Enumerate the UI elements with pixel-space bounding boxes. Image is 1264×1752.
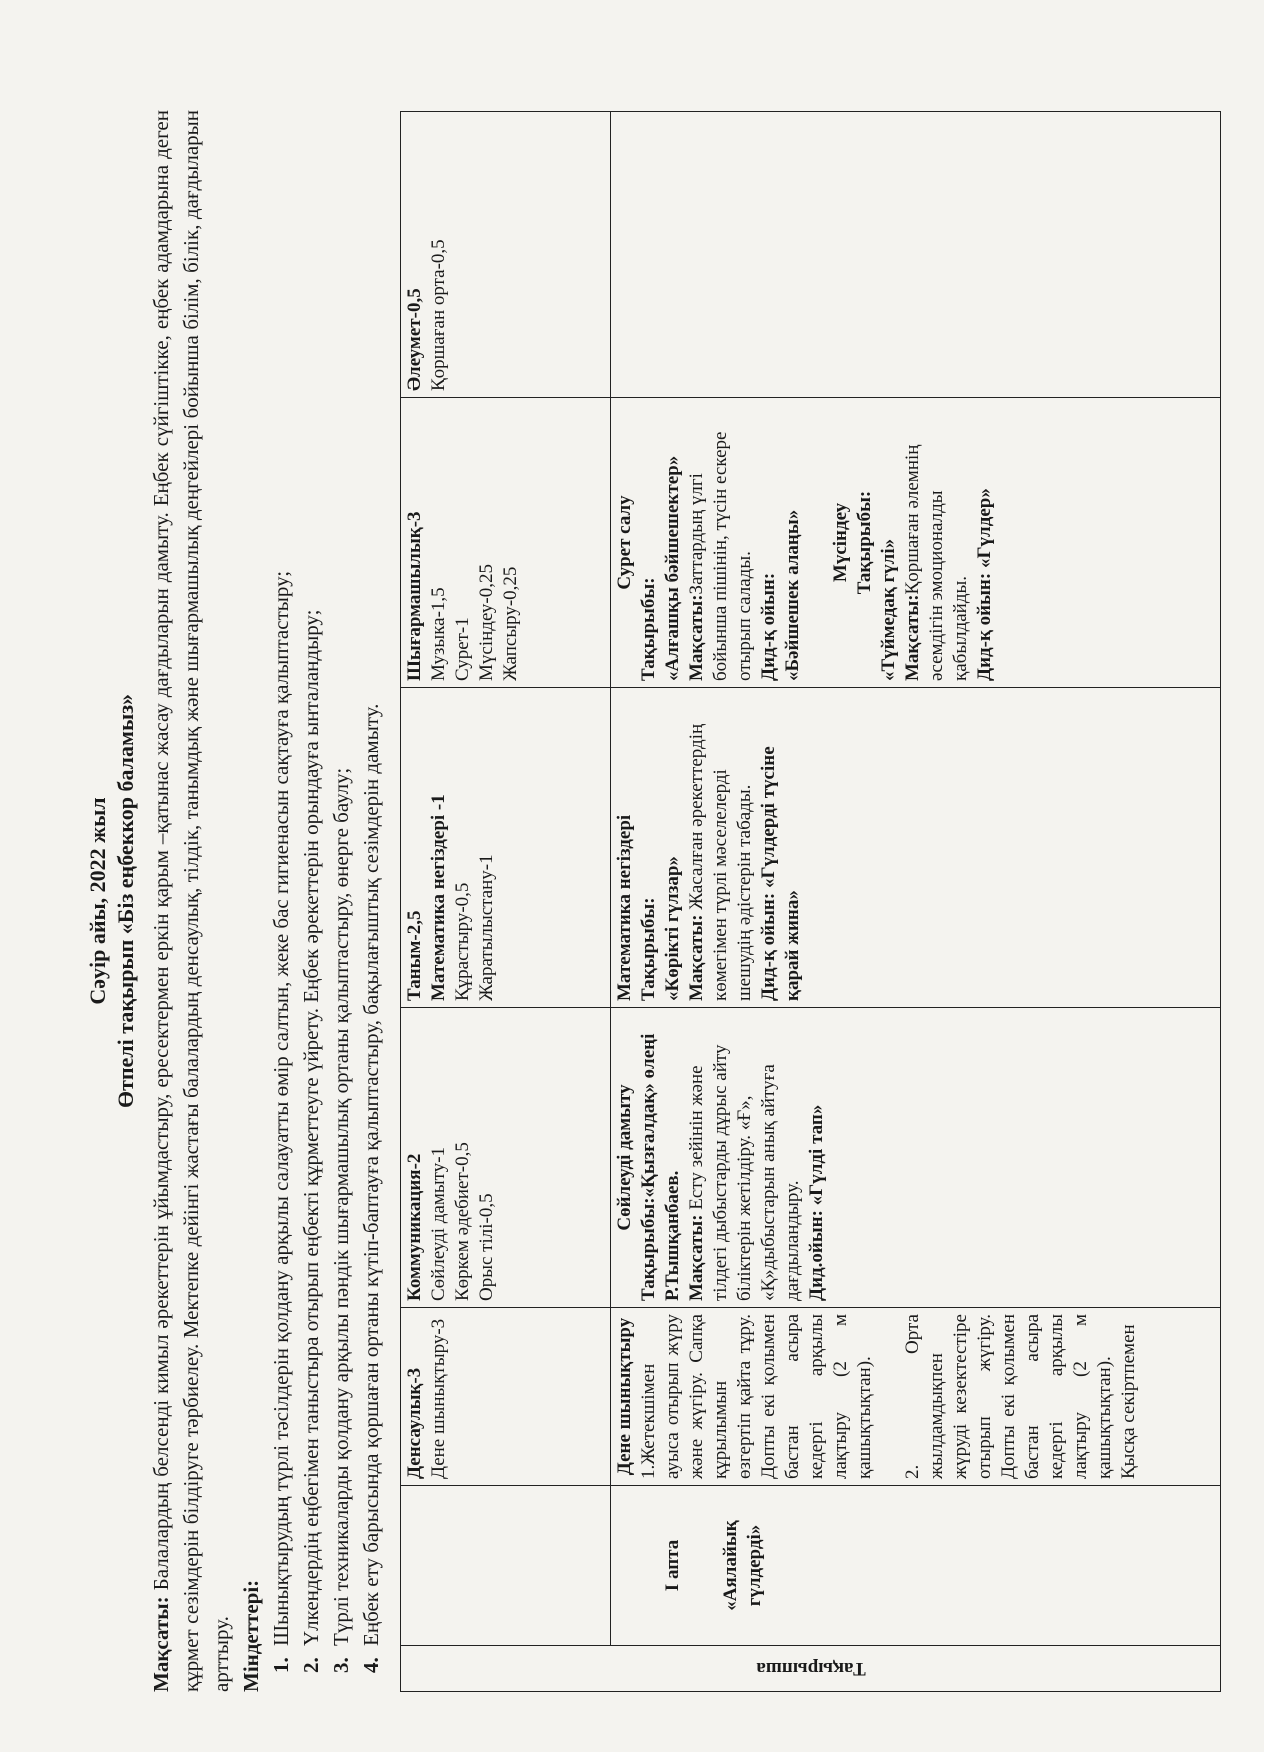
area-line: Жапсыру-0,25 [500,566,521,681]
area-line: Музыка-1,5 [428,587,449,681]
topic-text: «Алғашқы бәйшешектер» [662,455,683,681]
area-creativity-cell [401,398,611,688]
side-header-text: Тақырыпша [755,1658,866,1680]
physical-education-cell [611,1308,1221,1486]
topic-text: «Көрікті гүлзар» [662,856,683,1001]
area-title: Денсаулық-3 [404,1367,425,1479]
goal-label: Мақсаты: [902,594,923,681]
week-row [611,112,1221,1692]
theme-heading: Өтпелі тақырып «Біз еңбеккор баламыз» [113,693,138,1109]
topic-text: «Қызғалдақ» өлеңі Р.Тышқанбаев. [638,1033,683,1301]
art-cell [611,398,1221,688]
didactic-game: «Бәйшешек алаңы» [782,509,803,681]
activity-item: 1.Жетекшімен ауыса отырып жүру және жүгіру. Сапқа құрылымын өзгертіп қайта тұру. Допты екі қолымен бастан асыра кедергі арқылы лақтыру (2 м қашықтықтан). [638,1314,875,1479]
goal-text: Балалардың белсенді кимыл әрекеттерін ұйымдастыру, ересектермен еркін қарым –қатынас жасау дағдыларын дамыту. Еңбек сүйгіштікке, еңбек адамдарына деген құрмет сезімдерін білдіруге тәрбиелеу. Мектепке дейінгі жастағы балалардың денсаулық, тілдік, танымдық және шығармашылық деңгейлері бойынша білім, білік, дағдыларын арттыру. [149,110,233,1692]
area-social-cell [401,112,611,398]
didactic-game-label: Дид-қ ойын: [758,572,779,681]
task-item: 1. Шынықтырудың түрлі тәсілдерін қолдану арқылы салауатты өмір салтын, жеке бас гигиенасын сақтауға қалыптастыру; [266,110,296,1652]
didactic-game: Дид-қ ойын: «Гүлдер» [974,488,995,681]
week-label: І апта [662,1539,683,1592]
topic-label: Тақырыбы: [638,577,659,681]
didactic-game: Дид-қ ойын: «Гүлдерді түсіне қарай жина» [758,746,803,1001]
month-heading: Сәуір айы, 2022 жыл [85,797,110,1005]
area-line: Құрастыру-0,5 [452,882,473,1001]
tasks-title: Міндеттері: [239,1579,263,1692]
topic-label: Тақырыбы: [854,490,875,595]
weekly-plan-table [400,111,1221,1692]
area-line: Сурет-1 [452,617,473,681]
area-line: Жаратылыстану-1 [476,854,497,1001]
goal-text: Жасалған әрекеттердің көмегімен түрлі мәселелерді шешудің әдістерін табады. [686,723,755,1001]
task-item: 2. Үлкендердің еңбегімен таныстыра отырып еңбекті құрметтеуге үйрету. Еңбек әрекеттерін орындауға ынталандыру; [296,110,326,1652]
goal-label: Мақсаты: [686,1214,707,1301]
goal-text: Заттардың үлгі бойынша пішінін, түсін ескере отырып салады. [686,431,755,681]
week-topic: «Аялайық гүлдерді» [720,1520,765,1611]
goal-label: Мақсаты: [686,914,707,1001]
empty-corner-cell [401,1486,611,1646]
area-line: Математика негіздері -1 [428,794,449,1001]
topic-label: Тақырыбы: [638,897,659,1001]
task-item: 4. Еңбек ету барысында қоршаған ортаны күтіп-баптауға қалыптастыру, бақылағыштық сезімдерін дамыту. [356,110,386,1652]
area-title: Коммуникация-2 [404,1153,425,1301]
goal-text: Қоршаған әлемнің әсемдігін эмоционалды қабылдайды. [902,444,971,681]
activity-title: Мүсіндеу [830,502,851,583]
topic-label: Тақырыбы: [638,1197,659,1301]
area-line: Қоршаған орта-0,5 [428,239,449,391]
activity-item: Қысқа секіртпемен [1118,1324,1139,1479]
activity-title: Дене шынықтыру [614,1317,635,1476]
area-line: Дене шынықтыру-3 [428,1318,449,1479]
area-title: Таным-2,5 [404,910,425,1001]
side-header-cell [401,1646,1221,1692]
tasks-list [266,110,386,1692]
area-line: Көркем әдебиет-0,5 [452,1142,473,1301]
area-line: Мүсіндеу-0,25 [476,564,497,681]
area-title: Әлеумет-0,5 [404,288,425,391]
activity-title: Сурет салу [614,495,635,590]
activity-title: Сөйлеуді дамыту [614,1084,635,1231]
math-cell [611,688,1221,1008]
activity-title: Математика негіздері [614,814,635,1001]
area-line: Орыс тілі-0,5 [476,1193,497,1301]
topic-text: «Түймедақ гүлі» [878,538,899,681]
week-cell [611,1486,1221,1646]
goal-label: Мақсаты: [149,1596,173,1692]
task-item: 3. Түрлі техникаларды қолдану арқылы пәндік шығармашылық ортаны қалыптастыру, өнерге баулу; [326,110,356,1652]
goal-label: Мақсаты: [686,594,707,681]
area-line: Сөйлеуді дамыту-1 [428,1146,449,1301]
social-cell [611,112,1221,398]
area-cognition-cell [401,688,611,1008]
didactic-game: Дид.ойын: «Гүлді тап» [806,1104,827,1301]
speech-development-cell [611,1008,1221,1308]
table-header-row [401,112,611,1692]
goal-text: Есту зейінін және тілдегі дыбыстарды дұрыс айту біліктерін жетілдіру. «Ғ», «Қ»дыбыстарын анық айтуға дағдыландыру. [686,1044,803,1301]
goal-paragraph [146,110,236,1692]
area-health-cell [401,1308,611,1486]
area-communication-cell [401,1008,611,1308]
area-title: Шығармашылық-3 [404,511,425,681]
activity-item: 2. Орта жылдамдықпен жүруді кезектестіре отырып жүгіру. Допты екі қолымен бастан асыра кедергі арқылы лақтыру (2 м қашықтықтан). [902,1314,1115,1479]
